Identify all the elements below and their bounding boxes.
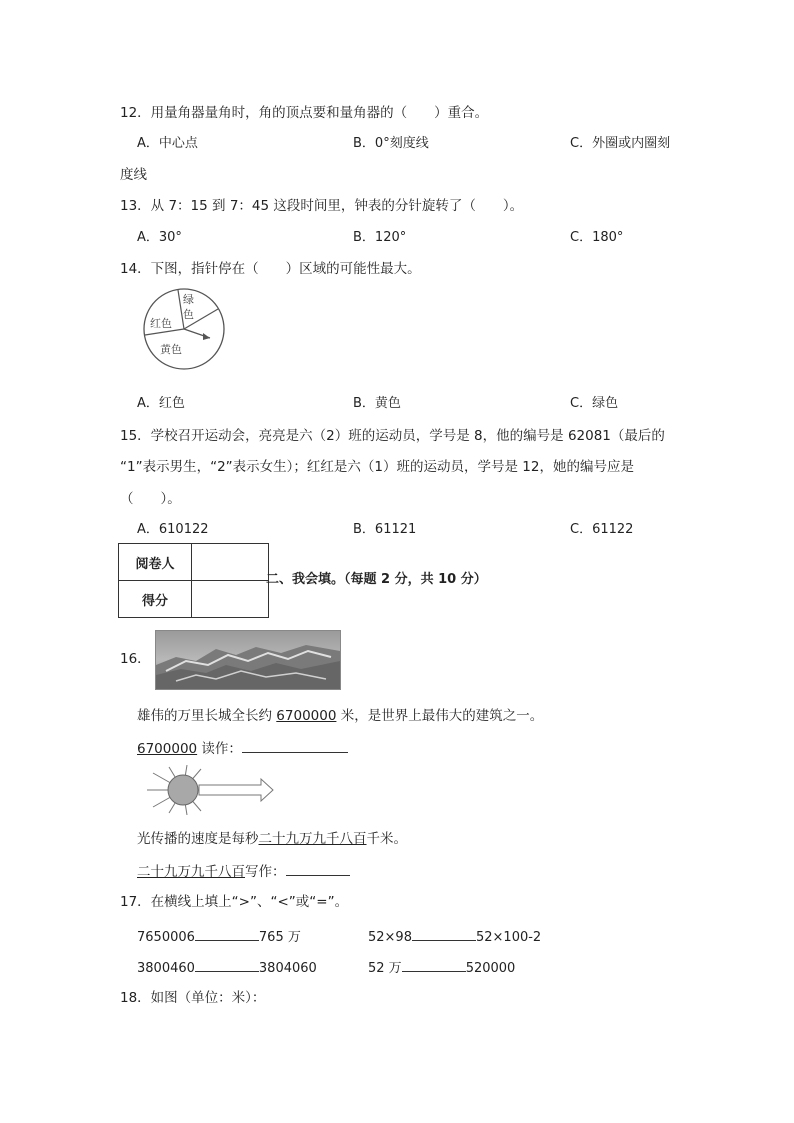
q12-option-a: A．中心点 (137, 136, 198, 151)
q17-r2-left-blank[interactable] (195, 957, 259, 972)
q16-text1-suffix: 米，是世界上最伟大的建筑之一。 (336, 708, 544, 724)
spinner-label-yellow: 黄色 (160, 343, 182, 356)
q16-write-line (137, 861, 350, 881)
q13-option-c: C．180° (570, 230, 624, 245)
score-label: 得分 (119, 581, 192, 618)
q15-stem-line1: 15．学校召开运动会，亮亮是六（2）班的运动员，学号是 8，他的编号是 62081（最后的 (120, 428, 665, 444)
q13-option-b: B．120° (353, 230, 407, 245)
q14-option-a: A．红色 (137, 396, 185, 411)
q17-r1-right-a: 52×98 (368, 930, 412, 945)
q17-row1-right (368, 926, 541, 947)
q16-write-label: 写作： (245, 864, 286, 880)
spinner-diagram (140, 285, 230, 375)
reviewer-label: 阅卷人 (119, 544, 192, 581)
q16-number: 16． (120, 651, 151, 667)
q16-text2-number: 二十九万九千八百 (258, 831, 367, 847)
spinner-label-red: 红色 (150, 317, 172, 330)
q17-r2-right-b: 520000 (465, 961, 516, 976)
q17-r2-left-b: 3804060 (258, 961, 317, 976)
q15-stem-line2: “1”表示男生，“2”表示女生）；红红是六（1）班的运动员，学号是 12，她的编号应是 (120, 459, 634, 475)
q14-option-c: C．绿色 (570, 396, 619, 411)
reviewer-cell (192, 544, 269, 581)
q12-option-c: C．外圈或内圈刻 (570, 136, 671, 151)
q17-row1-left (137, 926, 301, 947)
q17-r2-right-a: 52 万 (368, 961, 402, 976)
q16-write-answer-blank[interactable] (286, 861, 350, 876)
sun-light-icon (143, 765, 275, 815)
q13-option-a: A．30° (137, 230, 182, 245)
q17-r2-left-a: 3800460 (137, 961, 195, 976)
q16-light-speed-text (137, 830, 407, 848)
q17-row2-left (137, 957, 317, 978)
q12-option-b: B．0°刻度线 (353, 136, 429, 151)
q15-option-a: A．610122 (137, 522, 209, 537)
q15-stem-line3: （ ）。 (120, 491, 181, 507)
q15-option-b: B．61121 (353, 522, 417, 537)
q14-option-b: B．黄色 (353, 396, 401, 411)
q16-great-wall-text (137, 707, 543, 725)
q16-text2-suffix: 千米。 (366, 831, 407, 847)
q16-text1-prefix: 雄伟的万里长城全长约 (137, 708, 277, 724)
q15-option-c: C．61122 (570, 522, 634, 537)
q12-option-c-continued: 度线 (120, 167, 147, 183)
q14-stem: 14．下图，指针停在（ ）区域的可能性最大。 (120, 261, 421, 277)
q12-stem: 12．用量角器量角时，角的顶点要和量角器的（ ）重合。 (120, 105, 489, 121)
score-box (118, 543, 269, 618)
q17-stem: 17．在横线上填上“>”、“<”或“=”。 (120, 894, 349, 910)
q16-read-label: 读作： (197, 741, 242, 757)
q13-stem: 13．从 7：15 到 7：45 这段时间里，钟表的分针旋转了（ ）。 (120, 198, 524, 214)
q17-r1-right-blank[interactable] (412, 926, 476, 941)
score-cell (192, 581, 269, 618)
great-wall-photo (155, 630, 341, 690)
q17-r1-left-blank[interactable] (195, 926, 259, 941)
q16-text1-number: 6700000 (276, 708, 337, 724)
q16-read-line (137, 738, 348, 758)
q16-read-answer-blank[interactable] (242, 738, 348, 753)
q17-r1-left-a: 7650006 (137, 930, 195, 945)
q16-write-number: 二十九万九千八百 (137, 864, 245, 880)
spinner-label-green-top: 绿 (183, 293, 194, 306)
q17-r2-right-blank[interactable] (402, 957, 466, 972)
spinner-pointer-head (203, 333, 210, 340)
q17-r1-right-b: 52×100-2 (475, 930, 542, 945)
q16-text2-prefix: 光传播的速度是每秒 (137, 831, 259, 847)
spinner-label-green-bottom: 色 (183, 308, 194, 321)
q16-read-number: 6700000 (137, 741, 198, 757)
q17-r1-left-b: 765 万 (258, 930, 301, 945)
q18-stem: 18．如图（单位：米）： (120, 990, 266, 1006)
q17-row2-right (368, 957, 515, 978)
section2-title: 二、我会填。（每题 2 分，共 10 分） (266, 572, 487, 587)
